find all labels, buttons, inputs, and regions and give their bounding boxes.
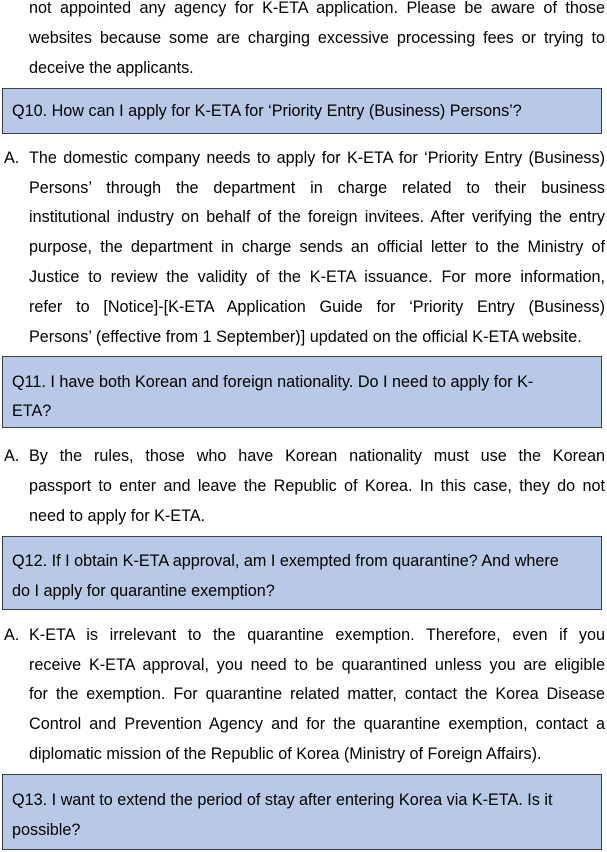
answer-marker-q10: A. [4,149,20,167]
question-q12-line-1: Q12. If I obtain K-ETA approval, am I exempted from quarantine? And where [12,552,559,570]
answer-q10-line-6: refer to [Notice]-[K-ETA Application Guide for ‘Priority Entry (Business) [29,298,605,316]
answer-q10-line-2: Persons’ through the department in charge related to their business [29,179,605,197]
answer-q12-line-4: Control and Prevention Agency and for the quarantine exemption, contact a [29,715,605,733]
question-box-q10 [2,88,602,134]
question-q10-line-1: Q10. How can I apply for K-ETA for ‘Priority Entry (Business) Persons’? [12,102,522,120]
question-box-q11 [2,356,602,428]
question-q13-line-1: Q13. I want to extend the period of stay after entering Korea via K-ETA. Is it [12,791,553,809]
question-box-q13 [2,774,602,850]
answer-q10-line-7: Persons’ (effective from 1 September)] updated on the official K-ETA website. [29,328,582,346]
answer-q12-line-5: diplomatic mission of the Republic of Korea (Ministry of Foreign Affairs). [29,745,542,763]
question-q11-line-1: Q11. I have both Korean and foreign nationality. Do I need to apply for K- [12,373,534,391]
answer-q10-line-1: The domestic company needs to apply for K-ETA for ‘Priority Entry (Business) [29,149,605,167]
answer-q10-line-4: purpose, the department in charge sends an official letter to the Ministry of [29,238,605,256]
answer-q12-line-2: receive K-ETA approval, you need to be quarantined unless you are eligible [29,656,605,674]
question-q11-line-2: ETA? [12,402,52,420]
answer-q10-line-5: Justice to review the validity of the K-ETA issuance. For more information, [29,268,605,286]
answer-q12-line-3: for the exemption. For quarantine related matter, contact the Korea Disease [29,685,605,703]
answer-q12-line-1: K-ETA is irrelevant to the quarantine exemption. Therefore, even if you [29,626,605,644]
question-q13-line-2: possible? [12,821,81,839]
question-box-q12 [2,536,602,610]
answer-q11-line-3: need to apply for K-ETA. [29,507,206,525]
answer-q11-line-1: By the rules, those who have Korean nationality must use the Korean [29,447,605,465]
answer-q11-line-2: passport to enter and leave the Republic of Korea. In this case, they do not [29,477,605,495]
intro-line-1: not appointed any agency for K-ETA application. Please be aware of those [29,0,605,17]
intro-line-3: deceive the applicants. [29,59,194,77]
question-q12-line-2: do I apply for quarantine exemption? [12,582,275,600]
answer-marker-q11: A. [4,447,20,465]
answer-marker-q12: A. [4,626,20,644]
intro-line-2: websites because some are charging excessive processing fees or trying to [29,29,605,47]
answer-q10-line-3: institutional industry on behalf of the foreign invitees. After verifying the entry [29,208,605,226]
